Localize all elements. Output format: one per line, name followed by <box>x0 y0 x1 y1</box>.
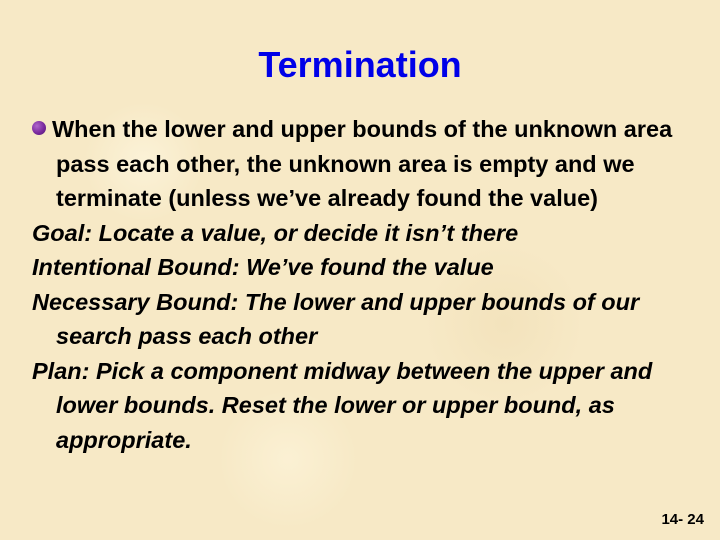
intentional-bound-line: Intentional Bound: We’ve found the value <box>32 254 494 280</box>
plan-line: Plan: Pick a component midway between the upper and lower bounds. Reset the lower or upper bound, as appropriate. <box>32 357 653 453</box>
bullet-icon <box>32 121 46 135</box>
slide-title: Termination <box>258 44 462 85</box>
goal-line: Goal: Locate a value, or decide it isn’t there <box>32 219 519 246</box>
slide-body <box>32 112 712 457</box>
bullet-text: When the lower and upper bounds of the unknown area pass each other, the unknown area is empty and we terminate (unless we’ve already found the value) <box>52 116 673 211</box>
necessary-bound-line: Necessary Bound: The lower and upper bounds of our search pass each other <box>32 288 640 349</box>
page-number: 14- 24 <box>661 511 704 528</box>
bullet-item <box>32 112 712 216</box>
